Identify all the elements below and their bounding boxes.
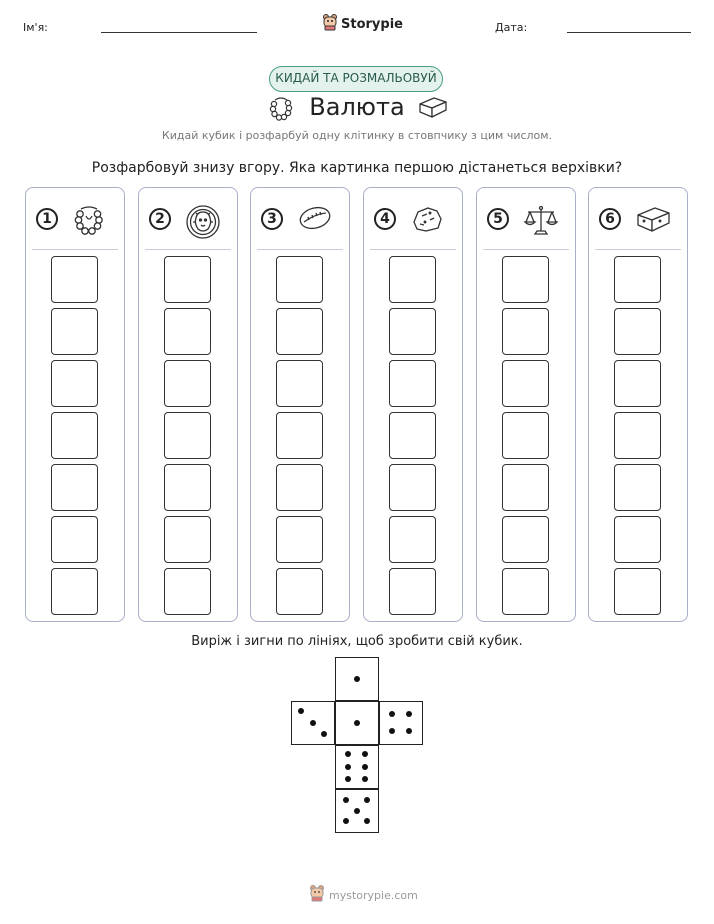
color-cell[interactable] [502, 568, 549, 615]
footer-url[interactable]: mystorypie.com [329, 888, 418, 902]
column-number: 3 [261, 208, 283, 230]
color-cell[interactable] [502, 360, 549, 407]
dice-face-left [291, 701, 335, 745]
dice-pip [345, 776, 351, 782]
column-number: 4 [374, 208, 396, 230]
color-cell[interactable] [276, 516, 323, 563]
dice-pip [362, 764, 368, 770]
stone-icon [410, 204, 444, 238]
pie-mascot-icon [322, 13, 338, 35]
color-cell[interactable] [614, 308, 661, 355]
color-cell[interactable] [389, 256, 436, 303]
color-cell[interactable] [51, 464, 98, 511]
column-divider [370, 249, 456, 250]
column-4 [363, 187, 463, 622]
color-cell[interactable] [614, 464, 661, 511]
dice-pip [310, 720, 316, 726]
salt-block-icon [418, 95, 448, 123]
color-cell[interactable] [276, 308, 323, 355]
column-number: 2 [149, 208, 171, 230]
dice-pip [364, 797, 370, 803]
name-label: Ім'я: [23, 21, 48, 34]
column-number: 1 [36, 208, 58, 230]
scales-icon [523, 204, 559, 242]
column-3 [250, 187, 350, 622]
footer [309, 884, 418, 906]
dice-pip [345, 751, 351, 757]
lion-coin-icon [185, 204, 221, 244]
color-cell[interactable] [164, 308, 211, 355]
color-cell[interactable] [51, 308, 98, 355]
brand-logo [322, 13, 403, 35]
dice-face-center [335, 701, 379, 745]
dice-pip [354, 808, 360, 814]
color-cell[interactable] [51, 256, 98, 303]
color-cell[interactable] [502, 256, 549, 303]
column-header [251, 204, 349, 238]
color-cell[interactable] [614, 412, 661, 459]
cowrie-shell-icon [297, 204, 333, 236]
color-cell[interactable] [276, 256, 323, 303]
dice-face-top [335, 657, 379, 701]
color-cell[interactable] [389, 568, 436, 615]
column-divider [483, 249, 569, 250]
dice-pip [364, 818, 370, 824]
dice-pip [354, 720, 360, 726]
color-cell[interactable] [51, 360, 98, 407]
color-cell[interactable] [614, 256, 661, 303]
color-cell[interactable] [502, 464, 549, 511]
column-divider [257, 249, 343, 250]
color-cell[interactable] [276, 412, 323, 459]
dice-pip [298, 708, 304, 714]
column-header [139, 204, 237, 238]
instruction-text: Розфарбовуй знизу вгору. Яка картинка першою дістанеться верхівки? [91, 160, 623, 176]
column-divider [595, 249, 681, 250]
color-cell[interactable] [389, 412, 436, 459]
color-cell[interactable] [164, 568, 211, 615]
dice-face-right [379, 701, 423, 745]
column-2 [138, 187, 238, 622]
column-divider [32, 249, 118, 250]
date-label: Дата: [495, 21, 528, 34]
column-1 [25, 187, 125, 622]
dice-face-bottom [335, 789, 379, 833]
dice-pip [343, 797, 349, 803]
color-cell[interactable] [51, 412, 98, 459]
dice-pip [406, 711, 412, 717]
column-header [26, 204, 124, 238]
shell-necklace-icon [72, 204, 106, 242]
column-header [364, 204, 462, 238]
color-cell[interactable] [164, 464, 211, 511]
column-number: 5 [487, 208, 509, 230]
dice-pip [389, 728, 395, 734]
column-6 [588, 187, 688, 622]
dice-pip [362, 776, 368, 782]
column-number: 6 [599, 208, 621, 230]
color-cell[interactable] [164, 516, 211, 563]
color-cell[interactable] [614, 516, 661, 563]
color-cell[interactable] [276, 464, 323, 511]
color-cell[interactable] [389, 464, 436, 511]
color-cell[interactable] [389, 360, 436, 407]
dice-pip [354, 676, 360, 682]
color-cell[interactable] [164, 360, 211, 407]
column-5 [476, 187, 576, 622]
color-cell[interactable] [276, 360, 323, 407]
dice-pip [321, 731, 327, 737]
column-divider [145, 249, 231, 250]
dice-pip [343, 818, 349, 824]
page-subtitle: Кидай кубик і розфарбуй одну клітинку в стовпчику з цим числом. [161, 129, 553, 142]
date-line [567, 32, 691, 33]
color-cell[interactable] [502, 516, 549, 563]
name-line [101, 32, 257, 33]
color-cell[interactable] [51, 568, 98, 615]
dice-pip [406, 728, 412, 734]
pie-mascot-icon [309, 884, 325, 906]
color-cell[interactable] [164, 256, 211, 303]
dice-pip [345, 764, 351, 770]
dice-face-lower [335, 745, 379, 789]
activity-badge: КИДАЙ ТА РОЗМАЛЬОВУЙ [269, 66, 443, 92]
color-cell[interactable] [164, 412, 211, 459]
page-title: Валюта [309, 93, 405, 121]
dice-pip [362, 751, 368, 757]
color-cell[interactable] [614, 360, 661, 407]
column-header [589, 204, 687, 238]
cut-instruction: Виріж і зигни по лініях, щоб зробити свій кубик. [191, 634, 523, 649]
color-cell[interactable] [51, 516, 98, 563]
column-header [477, 204, 575, 238]
color-cell[interactable] [276, 568, 323, 615]
brand-name: Storypie [341, 16, 403, 32]
dice-pip [389, 711, 395, 717]
color-cell[interactable] [389, 516, 436, 563]
color-cell[interactable] [614, 568, 661, 615]
color-cell[interactable] [502, 308, 549, 355]
color-cell[interactable] [389, 308, 436, 355]
salt-block-icon [635, 204, 671, 238]
color-cell[interactable] [502, 412, 549, 459]
